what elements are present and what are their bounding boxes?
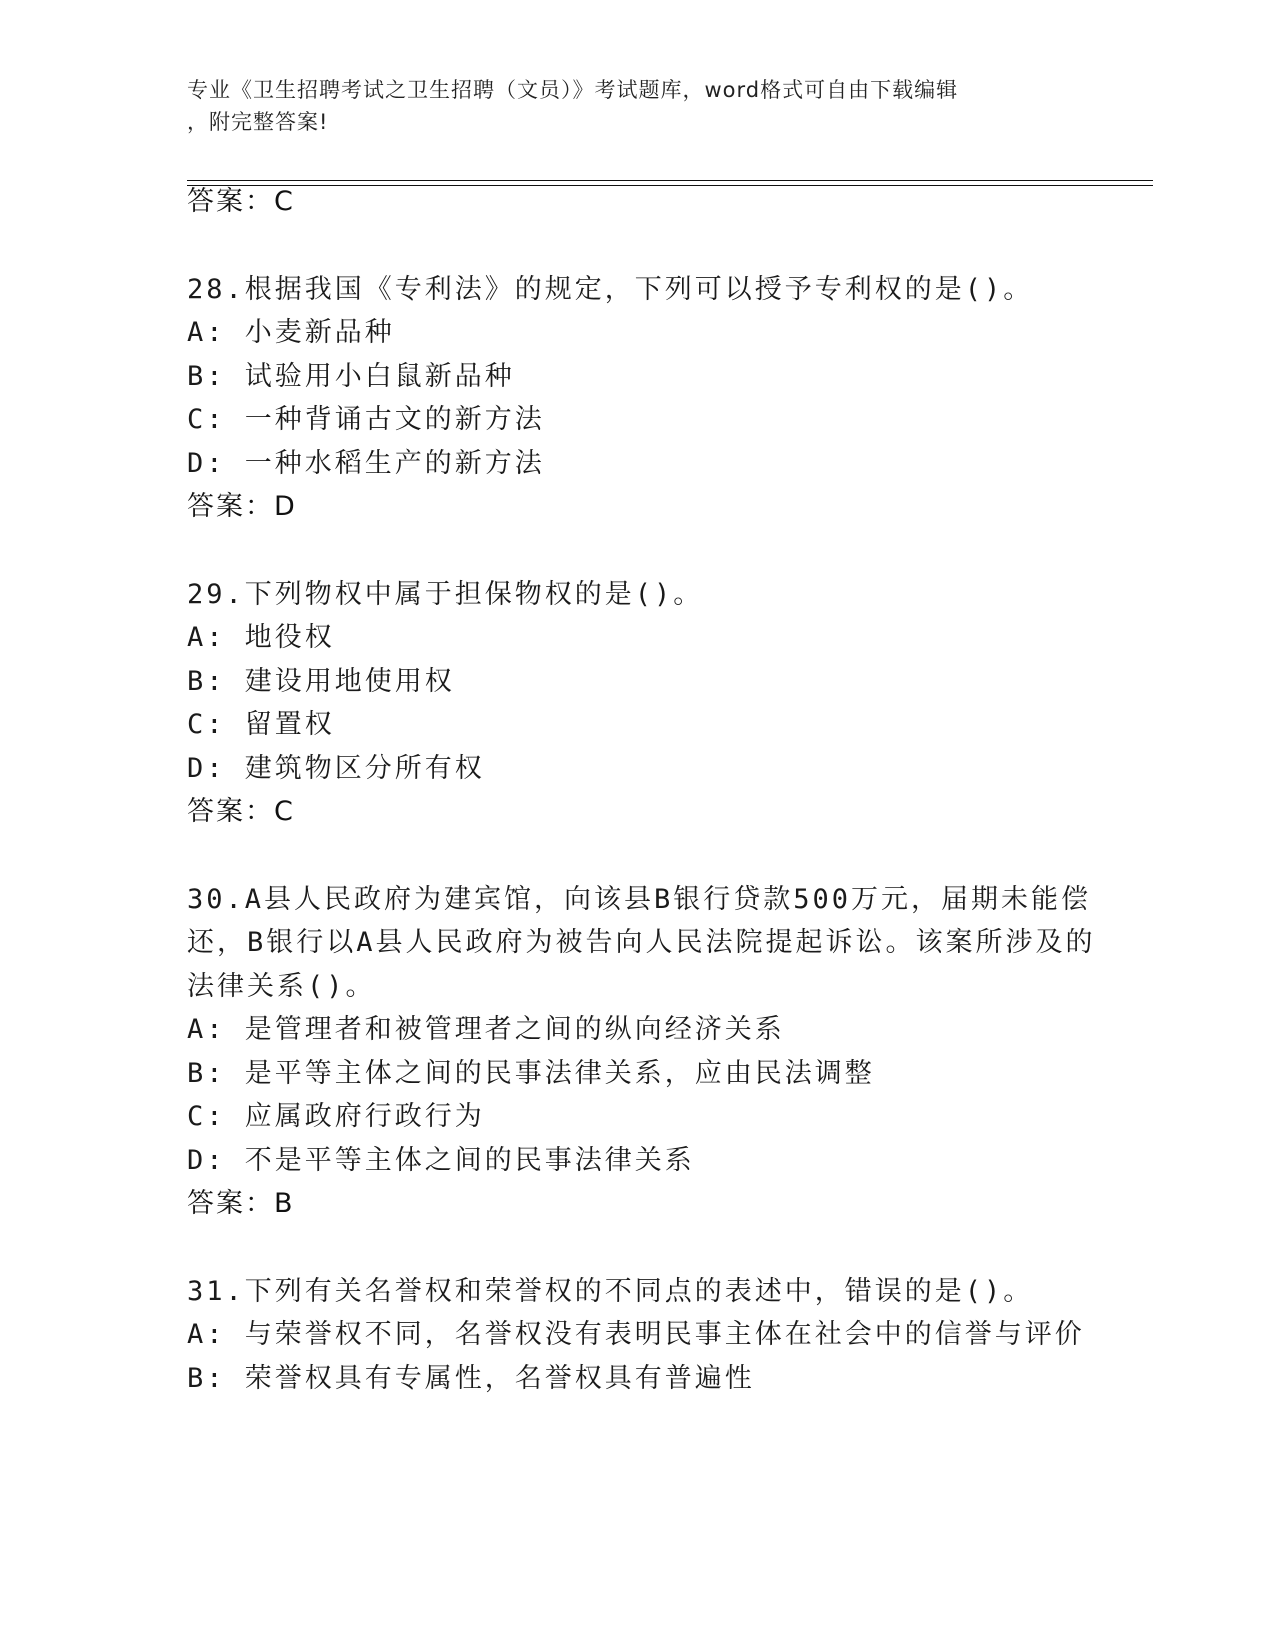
question-30-option-c: C: 应属政府行政行为 — [187, 1101, 485, 1132]
question-31-option-a: A: 与荣誉权不同，名誉权没有表明民事主体在社会中的信誉与评价 — [187, 1319, 1085, 1350]
question-28-option-a: A: 小麦新品种 — [187, 317, 395, 348]
header-divider-top — [187, 180, 1153, 181]
question-28-stem: 28.根据我国《专利法》的规定，下列可以授予专利权的是()。 — [187, 274, 1034, 305]
header-line-2: ，附完整答案! — [187, 110, 329, 134]
question-30-answer: 答案：B — [187, 1188, 295, 1219]
question-28-answer: 答案：D — [187, 491, 297, 522]
question-30-option-d: D: 不是平等主体之间的民事法律关系 — [187, 1145, 695, 1176]
question-31-option-b: B: 荣誉权具有专属性，名誉权具有普遍性 — [187, 1363, 755, 1394]
question-29-option-d: D: 建筑物区分所有权 — [187, 753, 485, 784]
question-30-stem-line-2: 还，B银行以A县人民政府为被告向人民法院提起诉讼。该案所涉及的 — [187, 927, 1096, 958]
header-line-1: 专业《卫生招聘考试之卫生招聘（文员）》考试题库，word格式可自由下载编辑 — [187, 78, 959, 102]
question-30-stem-line-3: 法律关系()。 — [187, 971, 376, 1002]
question-30-stem-line-1: 30.A县人民政府为建宾馆，向该县B银行贷款500万元，届期未能偿 — [187, 884, 1092, 915]
previous-answer: 答案：C — [187, 186, 295, 217]
question-28-option-d: D: 一种水稻生产的新方法 — [187, 448, 545, 479]
question-29-option-b: B: 建设用地使用权 — [187, 666, 455, 697]
question-28-option-b: B: 试验用小白鼠新品种 — [187, 361, 515, 392]
question-28-option-c: C: 一种背诵古文的新方法 — [187, 404, 545, 435]
document-header — [187, 74, 1067, 138]
question-29-option-c: C: 留置权 — [187, 709, 335, 740]
header-divider-bottom — [187, 185, 1153, 186]
question-31-stem: 31.下列有关名誉权和荣誉权的不同点的表述中，错误的是()。 — [187, 1276, 1034, 1307]
question-29-option-a: A: 地役权 — [187, 622, 335, 653]
question-30-option-a: A: 是管理者和被管理者之间的纵向经济关系 — [187, 1014, 785, 1045]
question-29-stem: 29.下列物权中属于担保物权的是()。 — [187, 579, 704, 610]
question-29-answer: 答案：C — [187, 796, 295, 827]
question-30-option-b: B: 是平等主体之间的民事法律关系，应由民法调整 — [187, 1058, 875, 1089]
